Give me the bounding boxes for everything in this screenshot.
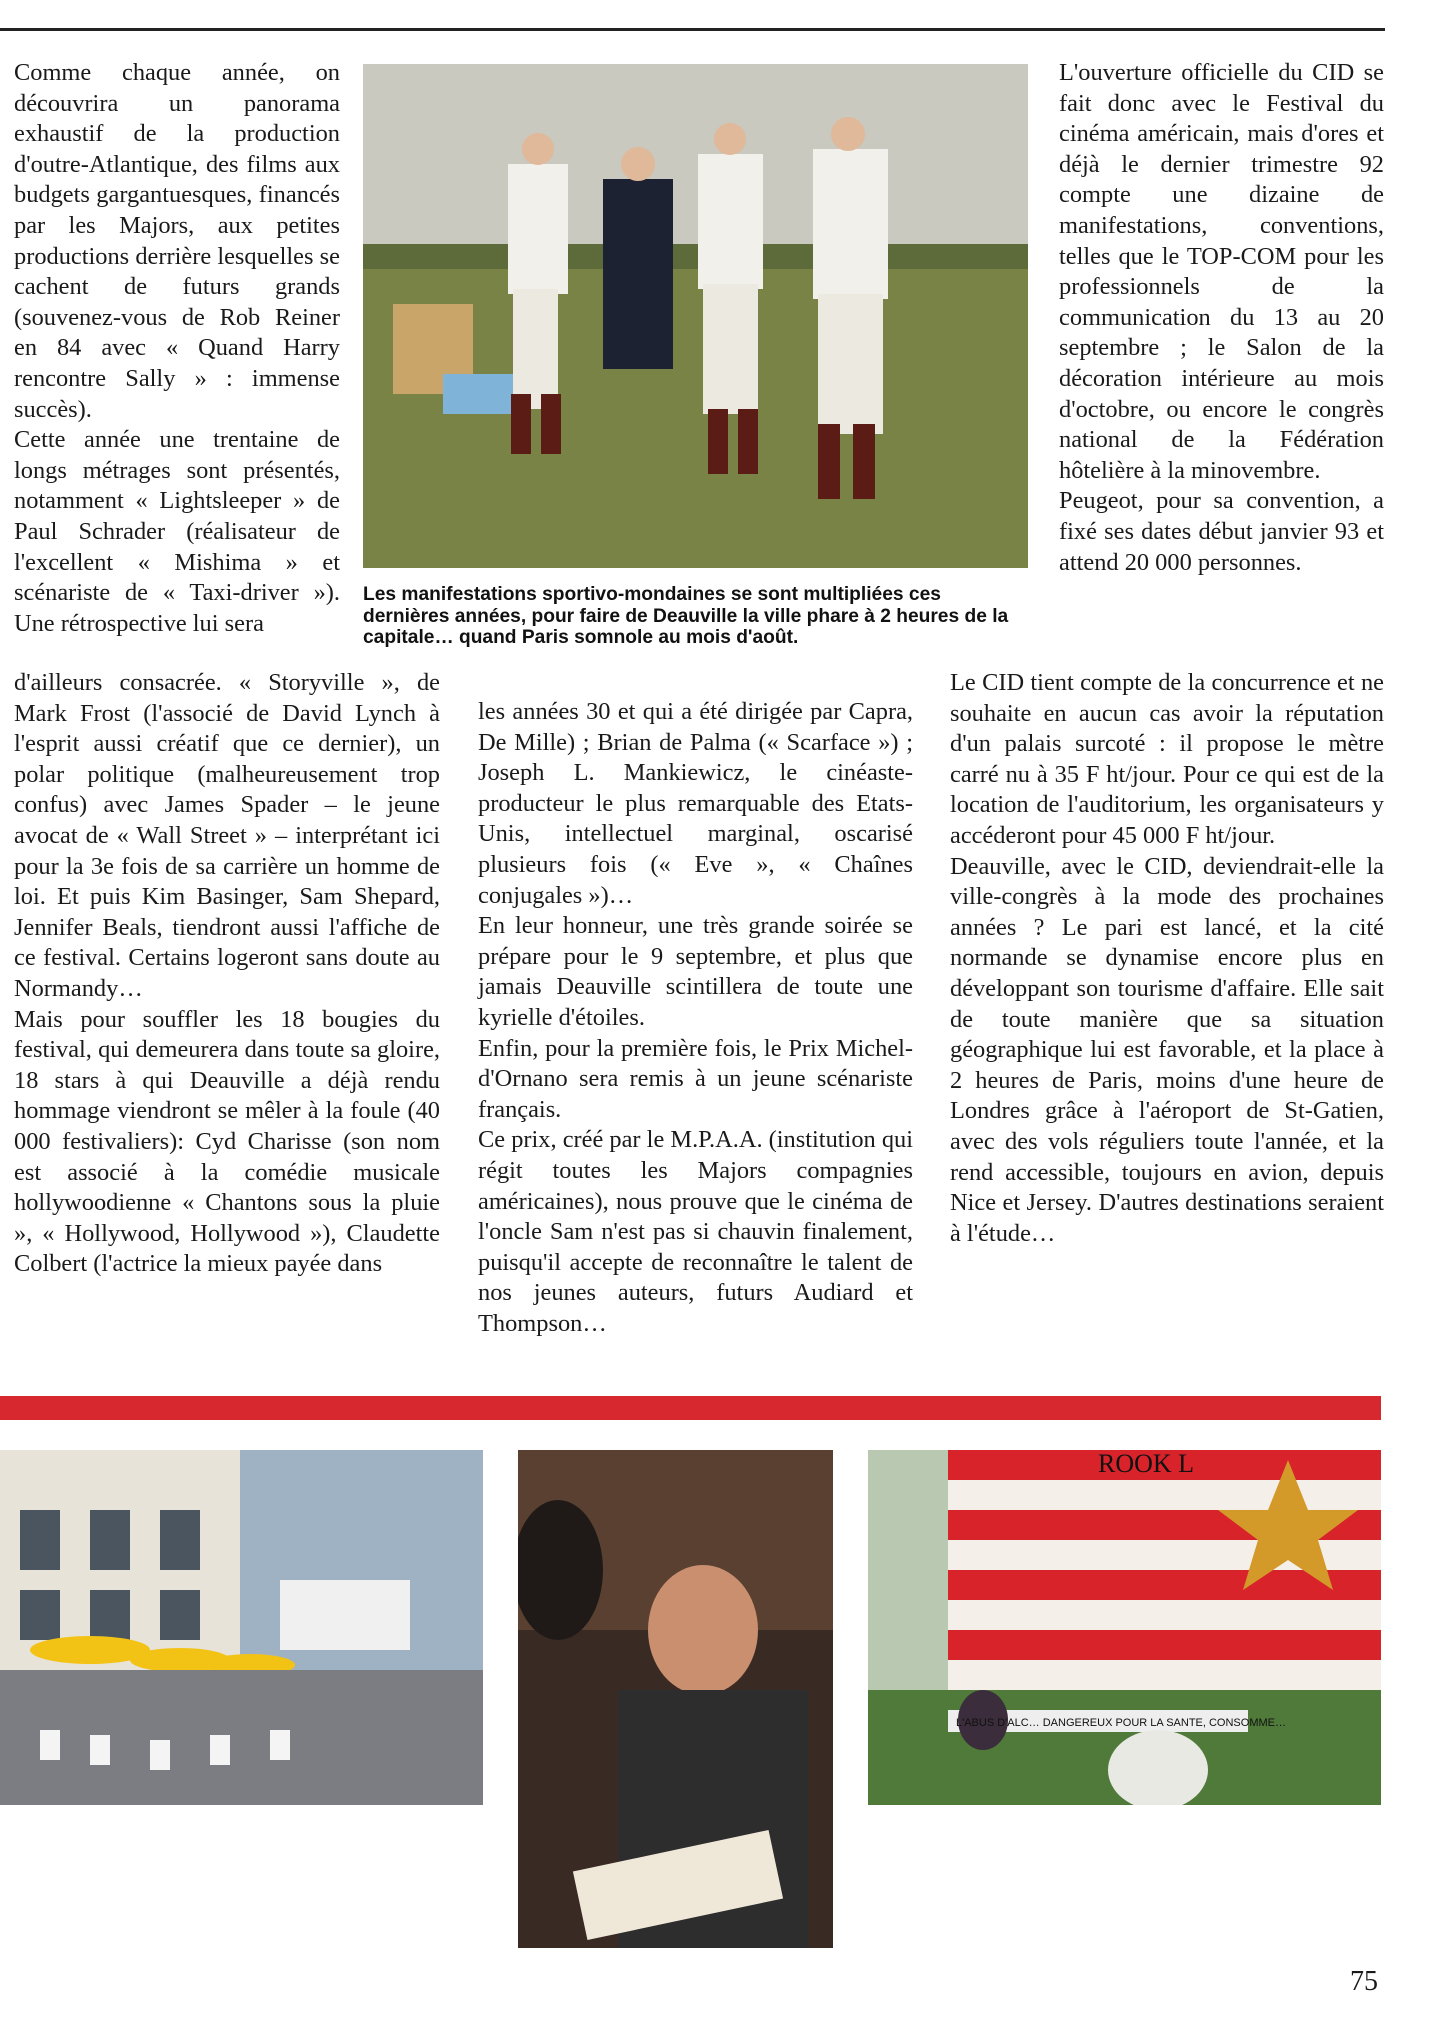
paragraph: Ce prix, créé par le M.P.A.A. (institution qui régit toutes les Majors compagnies américaines), nous prouve que le cinéma de l'oncle Sam n'est pas si chauvin finalement, puisqu'il accepte de reconnaître le talent de nos jeunes auteurs, futurs Audiard et Thompson… — [478, 1126, 913, 1337]
paragraph: les années 30 et qui a été dirigée par Capra, De Mille) ; Brian de Palma (« Scarface ») ; Joseph L. Mankiewicz, le cinéaste-producteur le plus remarquable des Etats-Unis, intellectuel marginal, oscarisé plusieurs fois (« Eve », « Chaînes conjugales »)… — [478, 698, 913, 909]
autograph-signing-photo — [518, 1450, 833, 1948]
article-column-1-continued — [14, 668, 440, 1280]
article-column-3 — [1059, 58, 1384, 578]
ad-sign-text: L'ABUS D'ALC… DANGEREUX POUR LA SANTE, CONSOMME… — [956, 1717, 1286, 1729]
paragraph: En leur honneur, une très grande soirée se prépare pour le 9 septembre, et plus que jamais Deauville scintillera de toute une kyrielle d'étoiles. — [478, 912, 913, 1031]
paragraph: Deauville, avec le CID, deviendrait-elle la ville-congrès à la mode des prochaines années ? Le pari est lancé, et la cité normande se dynamise encore plus en développant son tourisme d'affaire. Elle sait de toute manière que sa situation géographique lui est favorable, et la place à 2 heures de Paris, moins d'une heure de Londres grâce à l'aéroport de St-Gatien, avec des vols réguliers toute l'année, et la rend accessible, toujours en avion, depuis Nice et Jersey. D'autres destinations seraient à l'étude… — [950, 852, 1384, 1247]
paragraph: Enfin, pour la première fois, le Prix Michel-d'Ornano sera remis à un jeune scénariste français. — [478, 1034, 913, 1123]
paragraph: d'ailleurs consacrée. « Storyville », de Mark Frost (l'associé de David Lynch à l'esprit aussi créatif que ce dernier), un polar politique (malheureusement trop confus) avec James Spader – le jeune avocat de « Wall Street » – interprétant ici pour la 3e fois de sa carrière un homme de loi. Et puis Kim Basinger, Sam Shepard, Jennifer Beals, tiendront aussi l'affiche de ce festival. Certains logeront sans doute au Normandy… — [14, 669, 440, 1002]
article-column-3-continued — [950, 668, 1384, 1249]
page-number: 75 — [1350, 1966, 1378, 1997]
photo-caption: Les manifestations sportivo-mondaines se sont multipliées ces dernières années, pour faire de Deauville la ville phare à 2 heures de la capitale… quand Paris somnole au mois d'août. — [363, 584, 1009, 648]
red-divider-bar — [0, 1396, 1381, 1420]
paragraph: Cette année une trentaine de longs métrages sont présentés, notamment « Lightsleeper » de Paul Schrader (réalisateur de l'excellent « Mishima » et scénariste de « Taxi-driver »). Une rétrospective lui sera — [14, 426, 340, 637]
banner-text: ROOK L — [1098, 1450, 1195, 1478]
flag-and-visitors-photo — [868, 1450, 1381, 1805]
top-rule — [0, 28, 1385, 31]
article-column-2 — [478, 697, 913, 1339]
paragraph: L'ouverture officielle du CID se fait donc avec le Festival du cinéma américain, mais d'ores et déjà le dernier trimestre 92 compte une dizaine de manifestations, conventions, telles que le TOP-COM pour les professionnels de la communication du 13 au 20 septembre ; le Salon de la décoration intérieure au mois d'octobre, ou encore le congrès national de la Fédération hôtelière à la minovembre. — [1059, 59, 1384, 484]
festival-terrace-photo — [0, 1450, 483, 1805]
paragraph: Comme chaque année, on découvrira un panorama exhaustif de la production d'outre-Atlantique, des films aux budgets gargantuesques, financés par les Majors, aux petites productions derrière lesquelles se cachent de futurs grands (souvenez-vous de Rob Reiner en 84 avec « Quand Harry rencontre Sally » : immense succès). — [14, 59, 340, 423]
paragraph: Peugeot, pour sa convention, a fixé ses dates début janvier 93 et attend 20 000 personnes. — [1059, 487, 1384, 576]
paragraph: Le CID tient compte de la concurrence et ne souhaite en aucun cas avoir la réputation d'un palais surcoté : il propose le mètre carré nu à 35 F ht/jour. Pour ce qui est de la location de l'auditorium, les organisateurs y accéderont pour 45 000 F ht/jour. — [950, 669, 1384, 849]
polo-players-photo — [363, 64, 1028, 568]
article-column-1 — [14, 58, 340, 639]
paragraph: Mais pour souffler les 18 bougies du festival, qui demeurera dans toute sa gloire, 18 stars à qui Deauville a déjà rendu hommage viendront se mêler à la foule (40 000 festivaliers): Cyd Charisse (son nom est associé à la comédie musicale hollywoodienne « Chantons sous la pluie », « Hollywood, Hollywood »), Claudette Colbert (l'actrice la mieux payée dans — [14, 1005, 440, 1278]
